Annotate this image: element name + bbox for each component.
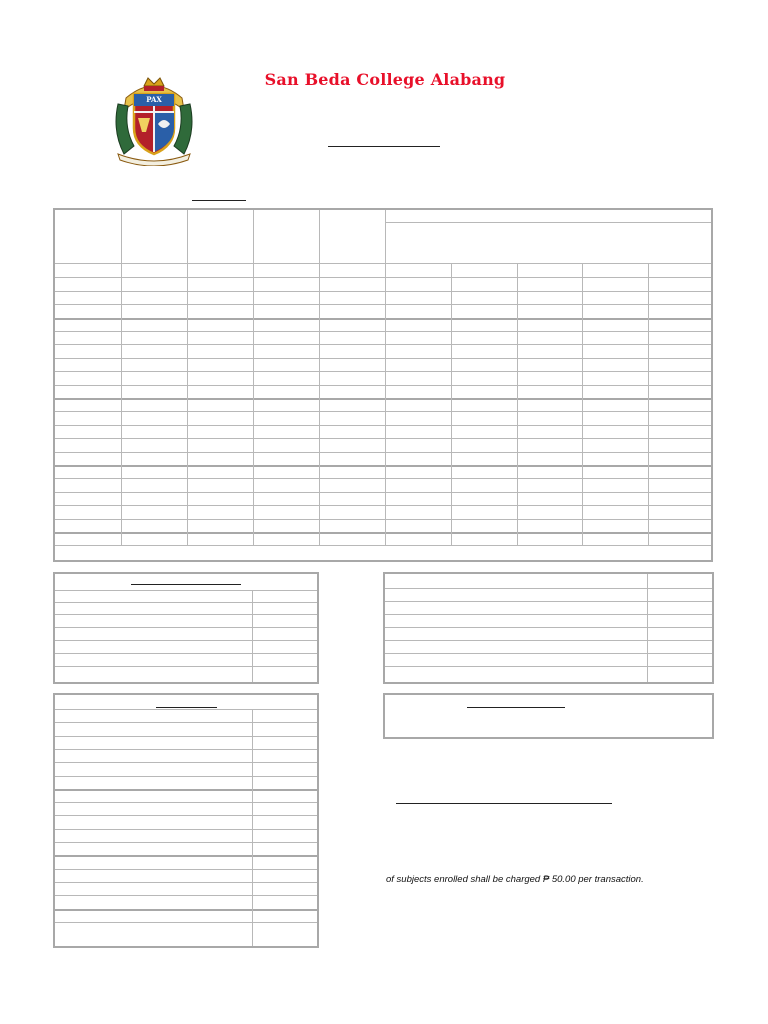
left-summary-row-line [55, 590, 317, 591]
signature-line [396, 803, 612, 804]
table-row-line [55, 452, 711, 453]
crest-motto-text: PAX [146, 95, 162, 104]
table-row-line [55, 519, 711, 520]
left-summary-row-line [55, 653, 317, 654]
header-column-divider [187, 210, 188, 264]
table-row-line [55, 505, 711, 506]
table-row-line [55, 478, 711, 479]
right-summary-row-line [385, 588, 712, 589]
table-row-line [55, 358, 711, 359]
right-summary-row-line [385, 666, 712, 667]
left-detail-box [53, 693, 319, 948]
left-detail-row-line [55, 922, 317, 923]
header-column-divider [253, 210, 254, 264]
schedule-grid-lines [55, 210, 711, 560]
right-summary-column-divider [647, 574, 648, 682]
left-detail-row-line [55, 776, 317, 777]
left-detail-row-line [55, 722, 317, 723]
table-column-divider [253, 264, 254, 545]
table-row-line [55, 411, 711, 412]
table-row-line [55, 304, 711, 305]
left-detail-row-line [55, 855, 317, 857]
table-column-divider [648, 264, 649, 545]
table-row-line [55, 385, 711, 386]
table-row-line [55, 438, 711, 439]
left-detail-row-line [55, 802, 317, 803]
table-column-divider [187, 264, 188, 545]
table-column-divider [517, 264, 518, 545]
right-summary-row-line [385, 640, 712, 641]
table-column-divider [451, 264, 452, 545]
header-bottom-right [385, 263, 711, 264]
left-summary-row-line [55, 627, 317, 628]
left-detail-row-line [55, 815, 317, 816]
left-detail-row-line [55, 789, 317, 791]
left-detail-row-line [55, 869, 317, 870]
left-summary-box [53, 572, 319, 684]
left-detail-row-line [55, 842, 317, 843]
table-row-line [55, 425, 711, 426]
right-summary-grid [385, 574, 712, 682]
right-remarks-heading-underline [467, 707, 565, 708]
section-label-underline [192, 200, 246, 201]
table-row-line [55, 465, 711, 467]
left-summary-row-line [55, 640, 317, 641]
table-row-line [55, 532, 711, 534]
table-row-line [55, 277, 711, 278]
table-row-line [55, 344, 711, 345]
table-row-line [55, 331, 711, 332]
left-detail-grid [55, 695, 317, 946]
header-subdivider [385, 222, 711, 223]
left-detail-row-line [55, 709, 317, 710]
left-summary-row-line [55, 614, 317, 615]
left-detail-row-line [55, 882, 317, 883]
table-column-divider [319, 264, 320, 545]
left-summary-column-divider [252, 590, 253, 682]
right-summary-box [383, 572, 714, 684]
left-detail-row-line [55, 895, 317, 896]
form-title-underline [328, 146, 440, 147]
table-row-line [55, 291, 711, 292]
table-column-divider [582, 264, 583, 545]
header-column-divider [385, 210, 386, 264]
header-bottom-left [55, 263, 385, 264]
table-row-line [55, 371, 711, 372]
school-crest-logo [112, 76, 196, 166]
left-summary-row-line [55, 602, 317, 603]
left-detail-row-line [55, 762, 317, 763]
left-detail-row-line [55, 736, 317, 737]
fee-note-text: of subjects enrolled shall be charged ₱ 50.00 per transaction. [386, 874, 644, 885]
left-detail-column-divider [252, 709, 253, 946]
header-column-divider [319, 210, 320, 264]
left-detail-row-line [55, 829, 317, 830]
table-row-line [55, 318, 711, 320]
left-detail-row-line [55, 909, 317, 911]
header-column-divider [121, 210, 122, 264]
right-summary-row-line [385, 653, 712, 654]
table-row-line [55, 545, 711, 546]
table-row-line [55, 398, 711, 400]
left-summary-row-line [55, 666, 317, 667]
right-remarks-box [383, 693, 714, 739]
school-name-title: San Beda College Alabang [264, 70, 506, 89]
table-row-line [55, 492, 711, 493]
right-summary-row-line [385, 601, 712, 602]
right-summary-row-line [385, 614, 712, 615]
left-detail-row-line [55, 749, 317, 750]
right-summary-row-line [385, 627, 712, 628]
left-summary-grid [55, 574, 317, 682]
table-column-divider [121, 264, 122, 545]
schedule-grid-table [53, 208, 713, 562]
table-column-divider [385, 264, 386, 545]
